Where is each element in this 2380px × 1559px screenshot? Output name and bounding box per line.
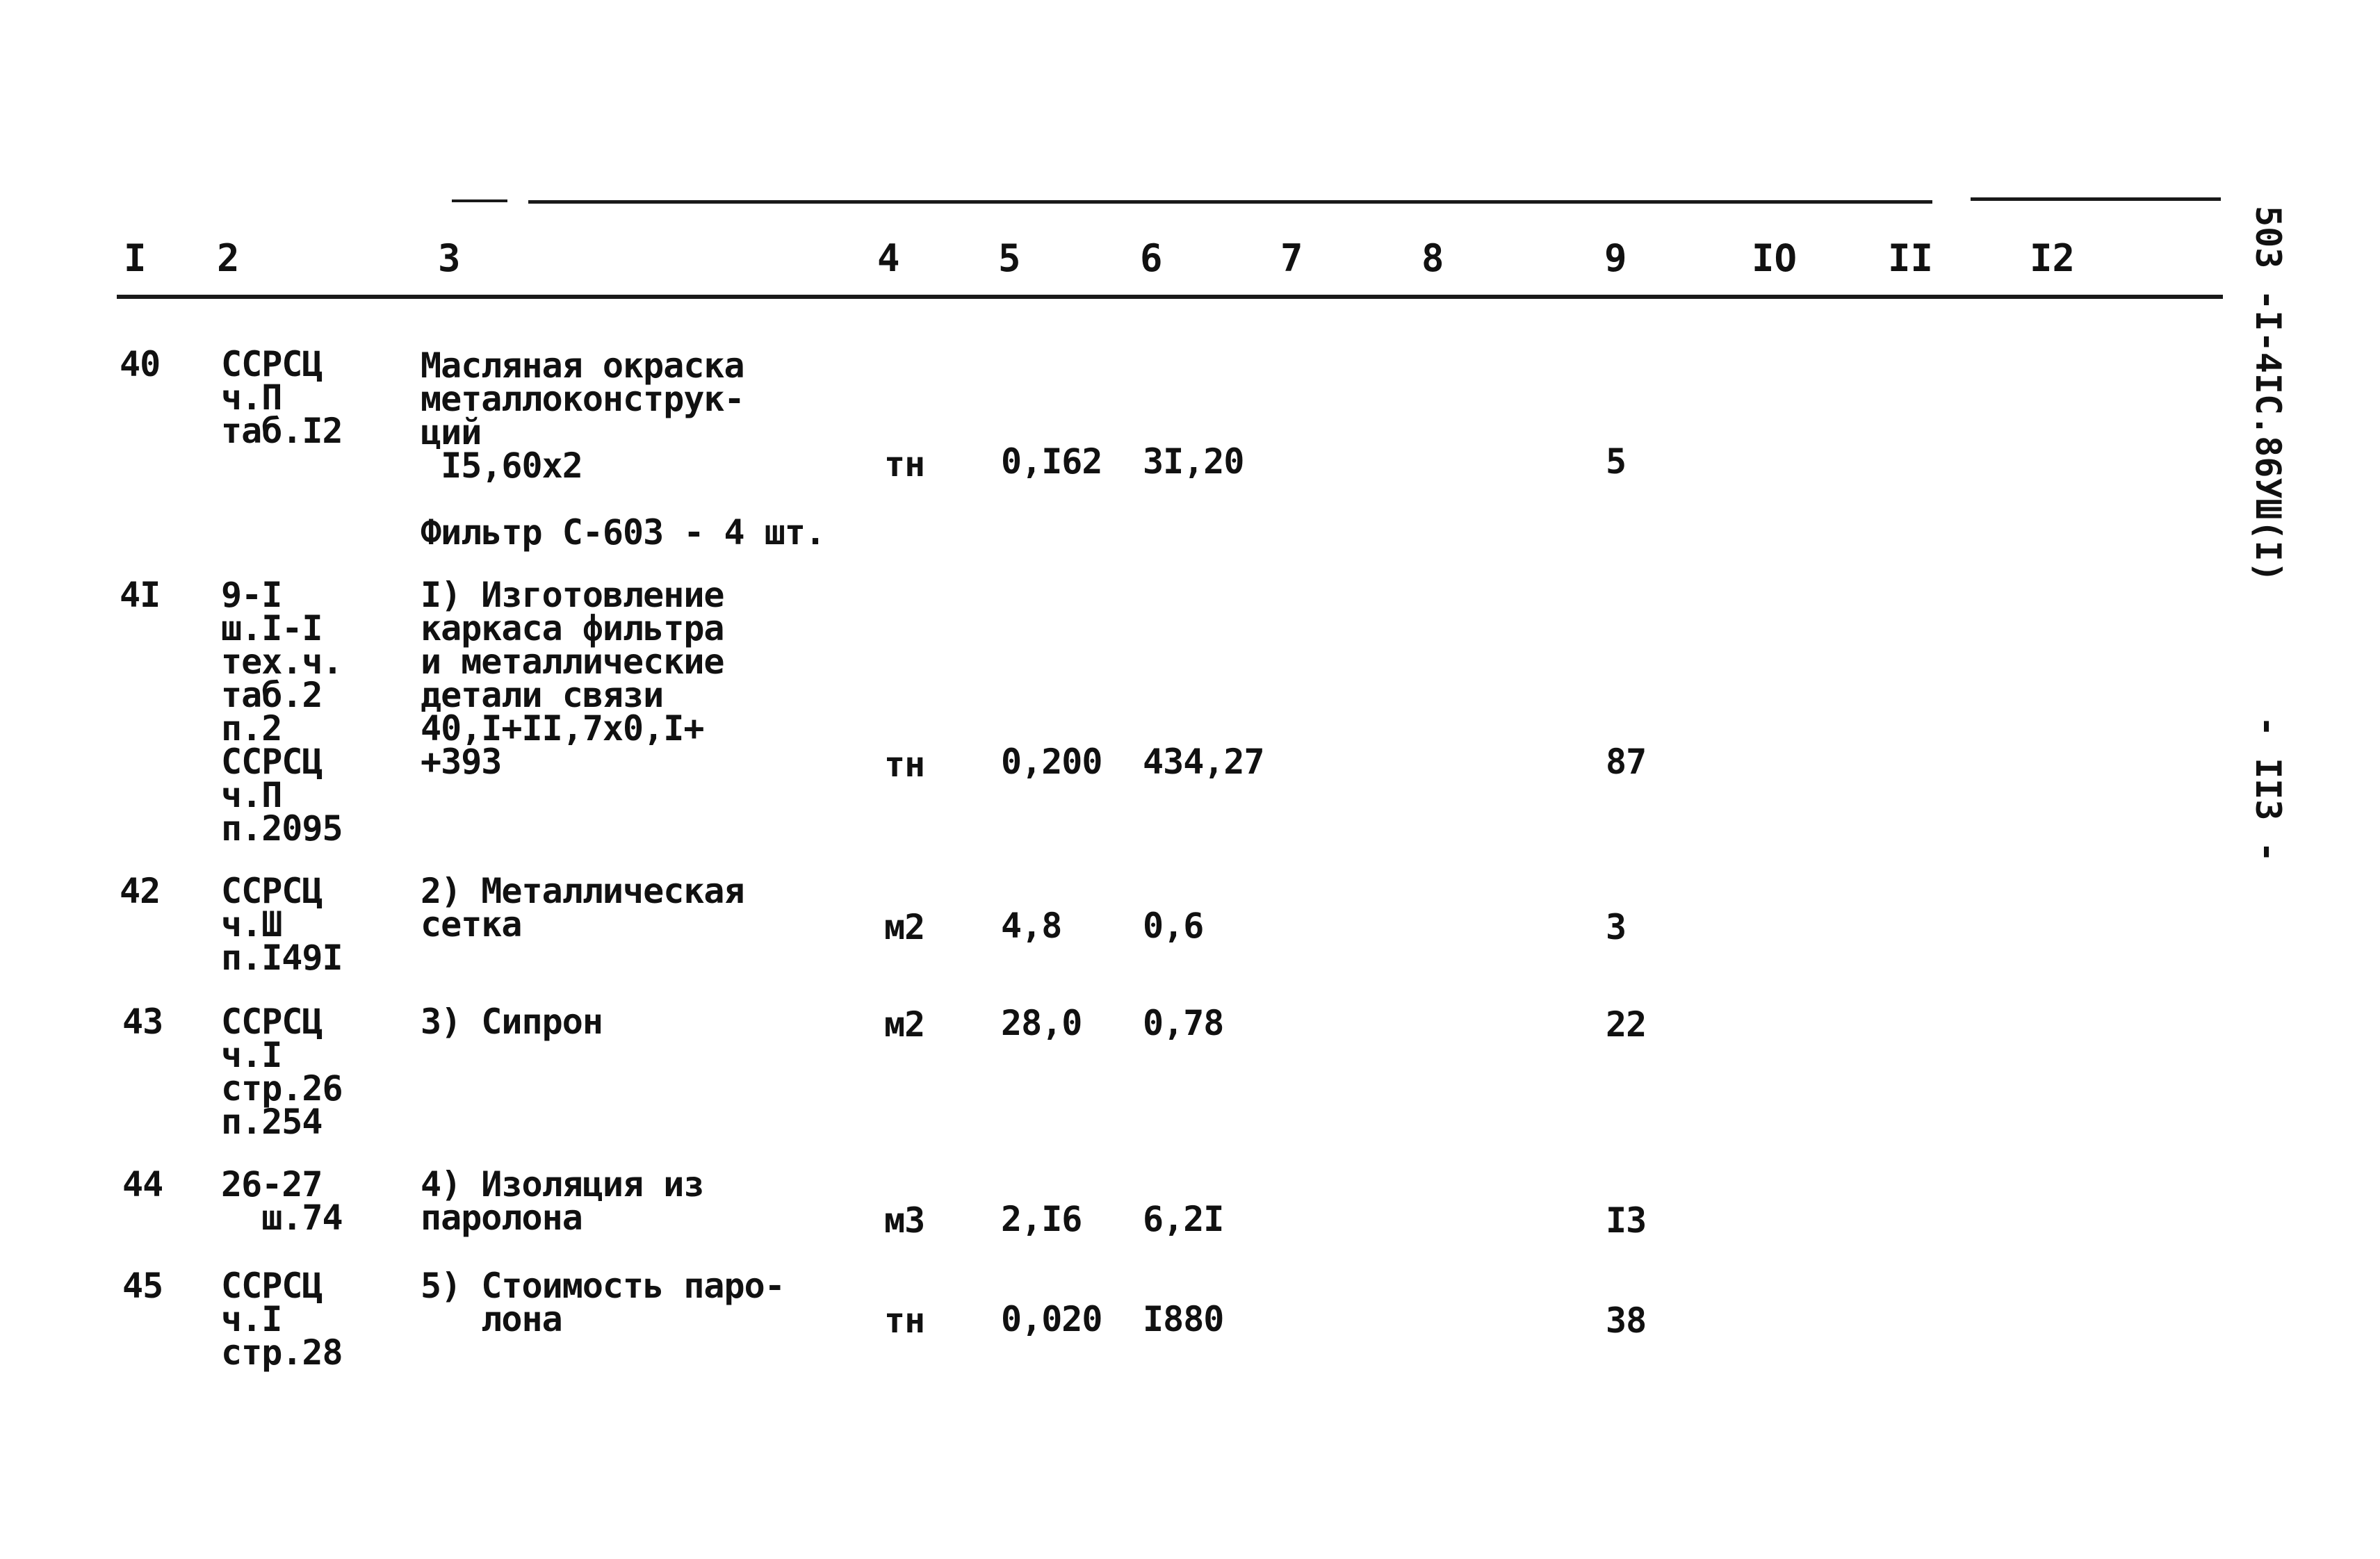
row-quantity: 28,0 xyxy=(1001,1003,1082,1043)
row-reference: CCPCЦ ч.I стр.26 п.254 xyxy=(221,1002,343,1142)
row-number: 44 xyxy=(122,1164,163,1205)
header-col-1: I xyxy=(124,236,147,280)
row-quantity: 0,200 xyxy=(1001,742,1102,782)
row-description: 4) Изоляция из паролона xyxy=(421,1164,704,1238)
row-price: 0,78 xyxy=(1143,1003,1224,1043)
header-col-2: 2 xyxy=(217,236,240,280)
row-reference: 9-I ш.I-I тех.ч. таб.2 п.2 CCPCЦ ч.П п.2095 xyxy=(221,575,343,849)
row-price: 3I,20 xyxy=(1143,441,1244,482)
row-reference: 26-27 ш.74 xyxy=(221,1164,343,1238)
header-col-5: 5 xyxy=(998,236,1021,280)
row-total: 3 xyxy=(1606,907,1627,947)
header-col-10: IO xyxy=(1752,236,1798,280)
header-col-7: 7 xyxy=(1280,236,1303,280)
row-quantity: 2,I6 xyxy=(1001,1199,1082,1239)
row-total: 38 xyxy=(1606,1300,1647,1341)
header-col-4: 4 xyxy=(877,236,900,280)
row-unit: м2 xyxy=(884,1004,925,1045)
header-col-6: 6 xyxy=(1140,236,1163,280)
header-col-3: 3 xyxy=(438,236,461,280)
row-quantity: 4,8 xyxy=(1001,906,1062,946)
row-number: 4I xyxy=(120,575,161,615)
row-number: 43 xyxy=(122,1002,163,1042)
row-description: 3) Сипрон xyxy=(421,1002,603,1042)
row-unit: тн xyxy=(884,1300,925,1341)
section-note: Фильтр С-603 - 4 шт. xyxy=(421,512,826,553)
top-rule-main xyxy=(528,200,1932,204)
row-total: 5 xyxy=(1606,441,1627,482)
row-price: 6,2I xyxy=(1143,1199,1224,1239)
row-total: I3 xyxy=(1606,1200,1647,1241)
row-unit: тн xyxy=(884,444,925,484)
row-total: 22 xyxy=(1606,1004,1647,1045)
page-number: - II3 - xyxy=(2248,716,2288,863)
row-price: 0,6 xyxy=(1143,906,1204,946)
header-col-12: I2 xyxy=(2030,236,2076,280)
row-number: 40 xyxy=(120,344,161,384)
row-unit: тн xyxy=(884,744,925,785)
row-description: 5) Стоимость паро- лона xyxy=(421,1266,785,1339)
row-unit: м3 xyxy=(884,1200,925,1241)
header-col-11: II xyxy=(1888,236,1934,280)
row-description: I) Изготовление каркаса фильтра и металлические детали связи 40,I+II,7x0,I+ +393 xyxy=(421,575,724,782)
document-code: 503 -I-4IC.86УШ(I) xyxy=(2248,206,2288,582)
header-col-9: 9 xyxy=(1604,236,1627,280)
row-reference: CCPCЦ ч.I стр.28 xyxy=(221,1266,343,1373)
row-number: 42 xyxy=(120,871,161,911)
row-price: 434,27 xyxy=(1143,742,1264,782)
header-underline xyxy=(117,295,2223,299)
row-description: Масляная окраска металлоконструк- ций I5,60x2 xyxy=(421,345,744,486)
row-reference: CCPCЦ ч.Ш п.I49I xyxy=(221,871,343,978)
row-price: I880 xyxy=(1143,1299,1224,1339)
header-col-8: 8 xyxy=(1421,236,1444,280)
row-quantity: 0,I62 xyxy=(1001,441,1102,482)
top-rule-right xyxy=(1971,197,2221,201)
top-rule-left xyxy=(452,199,507,202)
row-unit: м2 xyxy=(884,907,925,947)
row-reference: CCPCЦ ч.П таб.I2 xyxy=(221,344,343,451)
row-number: 45 xyxy=(122,1266,163,1306)
row-quantity: 0,020 xyxy=(1001,1299,1102,1339)
row-description: 2) Металлическая сетка xyxy=(421,871,744,945)
row-total: 87 xyxy=(1606,742,1647,782)
